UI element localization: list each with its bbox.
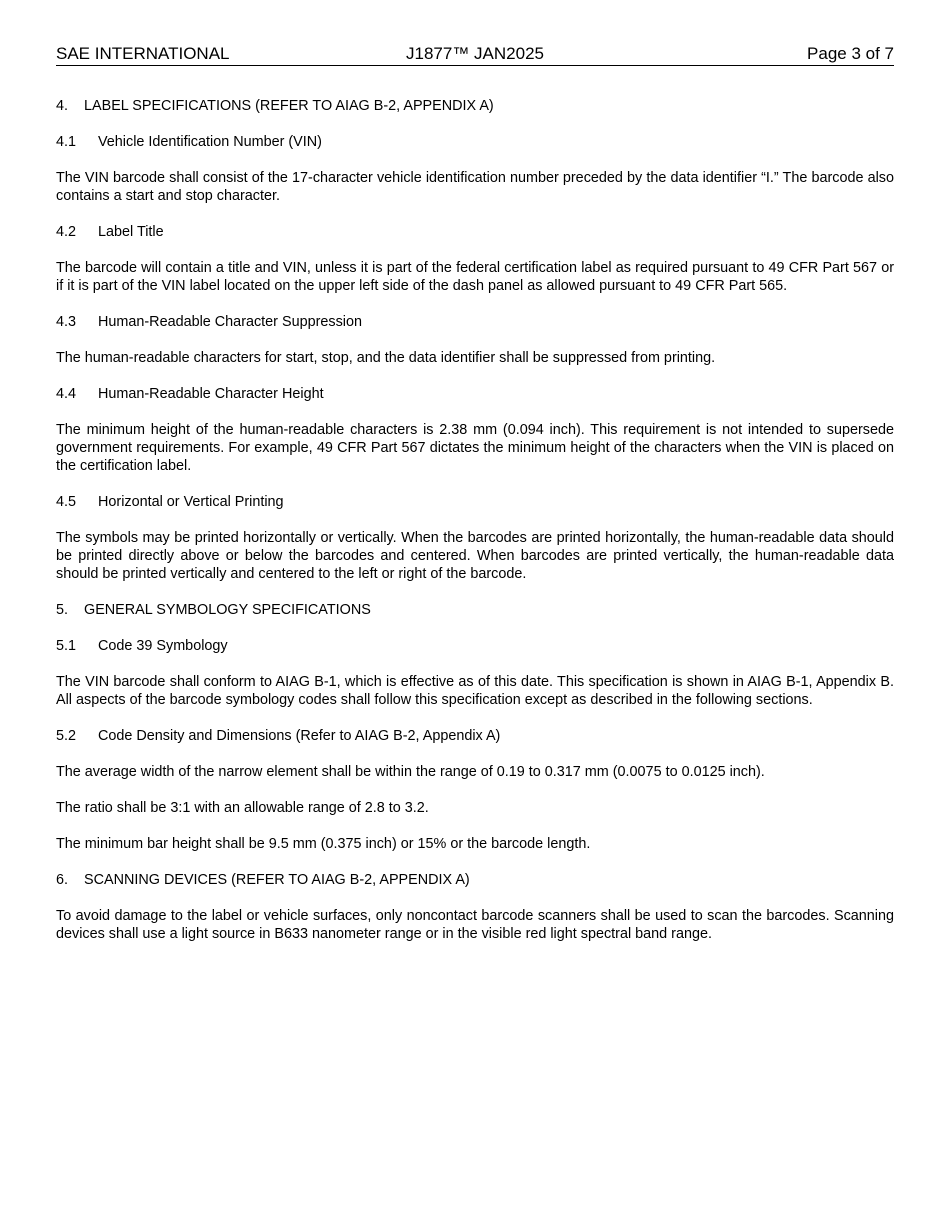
paragraph: To avoid damage to the label or vehicle surfaces, only noncontact barcode scanners shall be used to scan the barcodes. Scanning devices shall use a light source in B633 nanometer range or in the visible red light spectral band range. — [56, 908, 894, 942]
section-title: SCANNING DEVICES (REFER TO AIAG B-2, APPENDIX A) — [84, 872, 470, 888]
header-organization: SAE INTERNATIONAL — [56, 44, 230, 63]
subsection-heading — [56, 727, 894, 745]
subsection-heading — [56, 223, 894, 241]
subsection-number: 4.4 — [56, 386, 77, 402]
subsection-number: 4.2 — [56, 224, 77, 240]
section-heading — [56, 601, 894, 619]
subsection-title: Label Title — [98, 224, 164, 240]
section-number: 6. — [56, 872, 69, 888]
subsection-number: 5.1 — [56, 638, 77, 654]
paragraph: The symbols may be printed horizontally or vertically. When the barcodes are printed horizontally, the human-readable data should be printed directly above or below the barcodes and centered. When barcodes are printed vertically, the human-readable data should be printed vertically and centered to the left or right of the barcode. — [56, 530, 894, 582]
paragraph: The average width of the narrow element shall be within the range of 0.19 to 0.317 mm (0.0075 to 0.0125 inch). — [56, 764, 765, 780]
paragraph: The barcode will contain a title and VIN, unless it is part of the federal certification label as required pursuant to 49 CFR Part 567 or if it is part of the VIN label located on the upper left side of the dash panel as allowed pursuant to 49 CFR Part 565. — [56, 260, 894, 294]
subsection-title: Horizontal or Vertical Printing — [98, 494, 284, 510]
section-number: 4. — [56, 98, 69, 114]
section-title: LABEL SPECIFICATIONS (REFER TO AIAG B-2, APPENDIX A) — [84, 98, 494, 114]
subsection-heading — [56, 313, 894, 331]
subsection-number: 4.1 — [56, 134, 77, 150]
subsection-number: 4.3 — [56, 314, 77, 330]
subsection-heading — [56, 133, 894, 151]
subsection-title: Human-Readable Character Suppression — [98, 314, 362, 330]
paragraph: The ratio shall be 3:1 with an allowable range of 2.8 to 3.2. — [56, 800, 429, 816]
section-heading — [56, 871, 894, 889]
subsection-heading — [56, 493, 894, 511]
section-title: GENERAL SYMBOLOGY SPECIFICATIONS — [84, 602, 371, 618]
paragraph: The VIN barcode shall conform to AIAG B-1, which is effective as of this date. This specification is shown in AIAG B-1, Appendix B. All aspects of the barcode symbology codes shall follow this specification except as described in the following sections. — [56, 674, 894, 708]
subsection-heading — [56, 385, 894, 403]
paragraph: The human-readable characters for start, stop, and the data identifier shall be suppressed from printing. — [56, 350, 716, 366]
subsection-number: 4.5 — [56, 494, 77, 510]
subsection-title: Code Density and Dimensions (Refer to AIAG B-2, Appendix A) — [98, 728, 501, 744]
page-header — [56, 43, 894, 66]
document-body — [56, 97, 894, 961]
subsection-title: Vehicle Identification Number (VIN) — [98, 134, 322, 150]
subsection-number: 5.2 — [56, 728, 77, 744]
section-heading — [56, 97, 894, 115]
paragraph: The minimum height of the human-readable characters is 2.38 mm (0.094 inch). This requirement is not intended to supersede government requirements. For example, 49 CFR Part 567 dictates the minimum height of the characters when the VIN is placed on the certification label. — [56, 422, 894, 474]
subsection-title: Human-Readable Character Height — [98, 386, 324, 402]
header-page-number: Page 3 of 7 — [807, 44, 894, 63]
paragraph: The minimum bar height shall be 9.5 mm (0.375 inch) or 15% or the barcode length. — [56, 836, 591, 852]
header-document-id: J1877™ JAN2025 — [406, 44, 544, 63]
section-number: 5. — [56, 602, 69, 618]
subsection-title: Code 39 Symbology — [98, 638, 228, 654]
subsection-heading — [56, 637, 894, 655]
paragraph: The VIN barcode shall consist of the 17-character vehicle identification number preceded by the data identifier “I.” The barcode also contains a start and stop character. — [56, 170, 894, 204]
